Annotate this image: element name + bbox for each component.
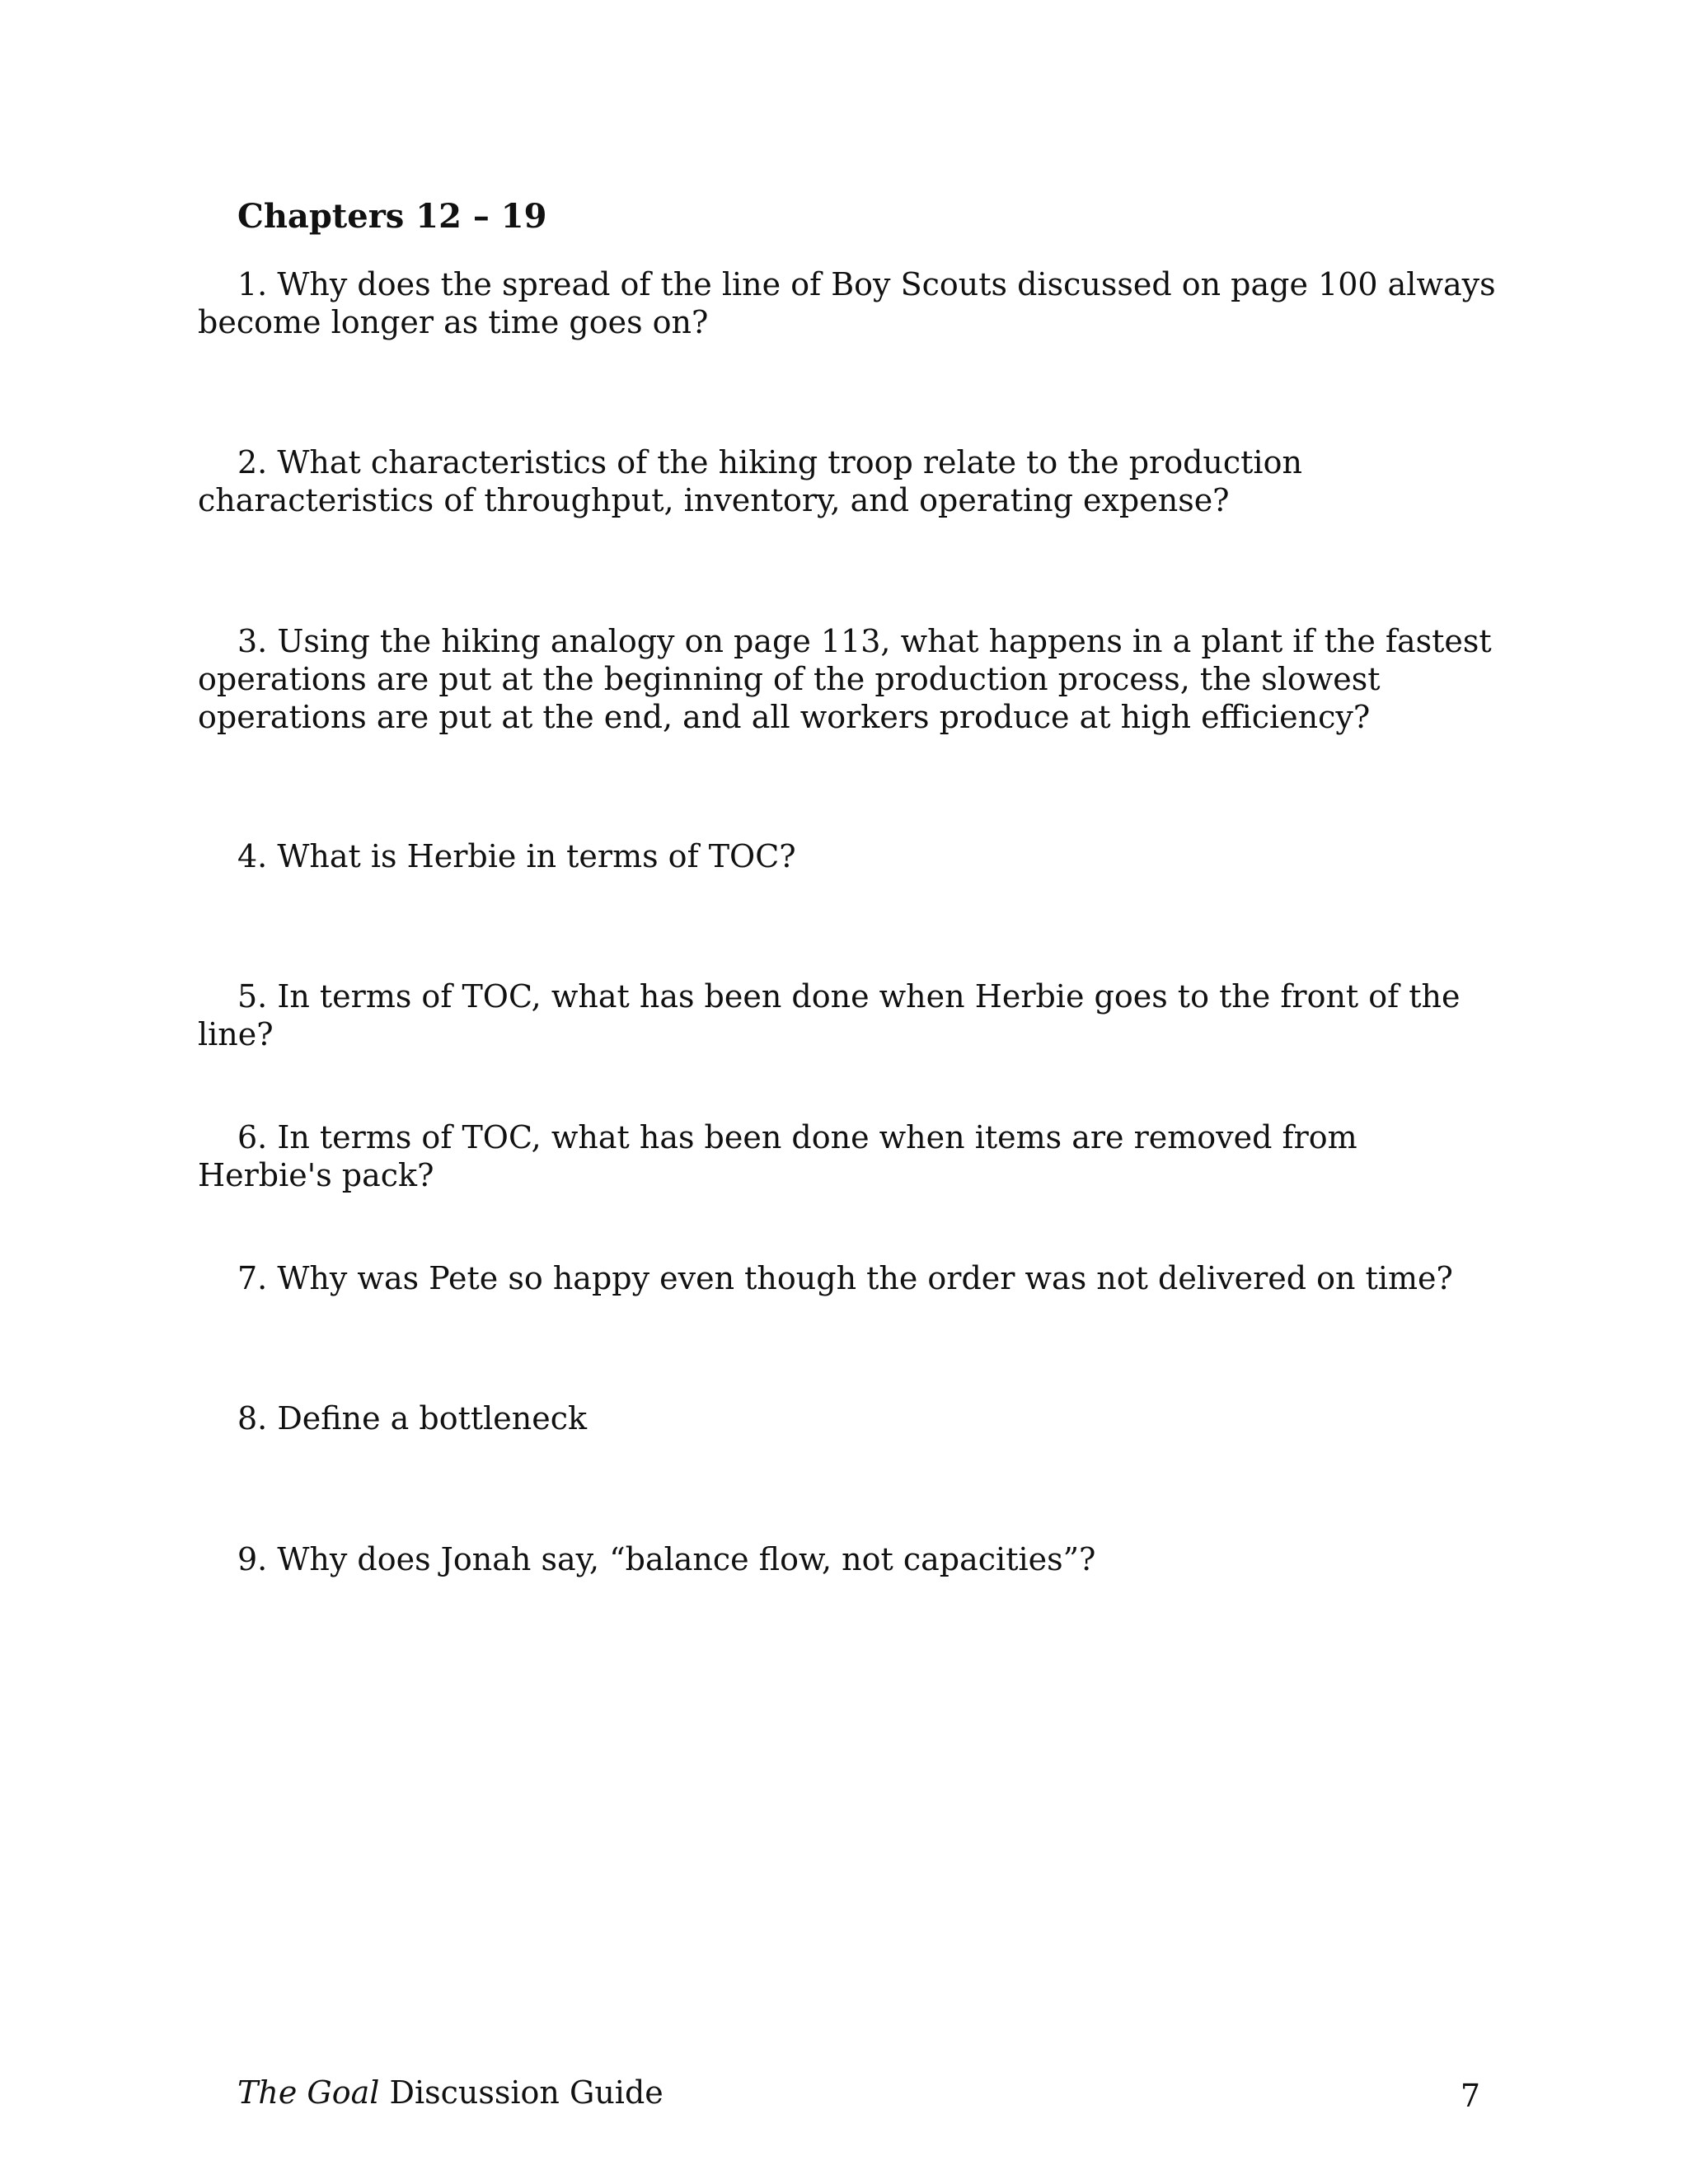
footer-title-rest: Discussion Guide xyxy=(379,2074,663,2111)
footer-title xyxy=(237,2074,663,2111)
footer-title-italic: The Goal xyxy=(237,2074,380,2111)
question-5: 5. In terms of TOC, what has been done when Herbie goes to the front of the line? xyxy=(198,978,1461,1052)
question-6: 6. In terms of TOC, what has been done when items are removed from Herbie's pack? xyxy=(198,1119,1357,1193)
question-9: 9. Why does Jonah say, “balance flow, not capacities”? xyxy=(237,1541,1096,1577)
question-8: 8. Define a bottleneck xyxy=(237,1400,588,1436)
question-1: 1. Why does the spread of the line of Boy Scouts discussed on page 100 always become longer as time goes on? xyxy=(198,266,1496,340)
question-3: 3. Using the hiking analogy on page 113, what happens in a plant if the fastest operations are put at the beginning of the production process, the slowest operations are put at the end, and all workers produce at high efficiency? xyxy=(198,623,1492,735)
section-heading: Chapters 12 – 19 xyxy=(237,197,547,236)
question-7: 7. Why was Pete so happy even though the order was not delivered on time? xyxy=(237,1260,1453,1296)
page-number: 7 xyxy=(1460,2078,1480,2114)
question-2: 2. What characteristics of the hiking troop relate to the production characteristics of throughput, inventory, and operating expense? xyxy=(198,444,1302,518)
question-4: 4. What is Herbie in terms of TOC? xyxy=(237,838,796,874)
